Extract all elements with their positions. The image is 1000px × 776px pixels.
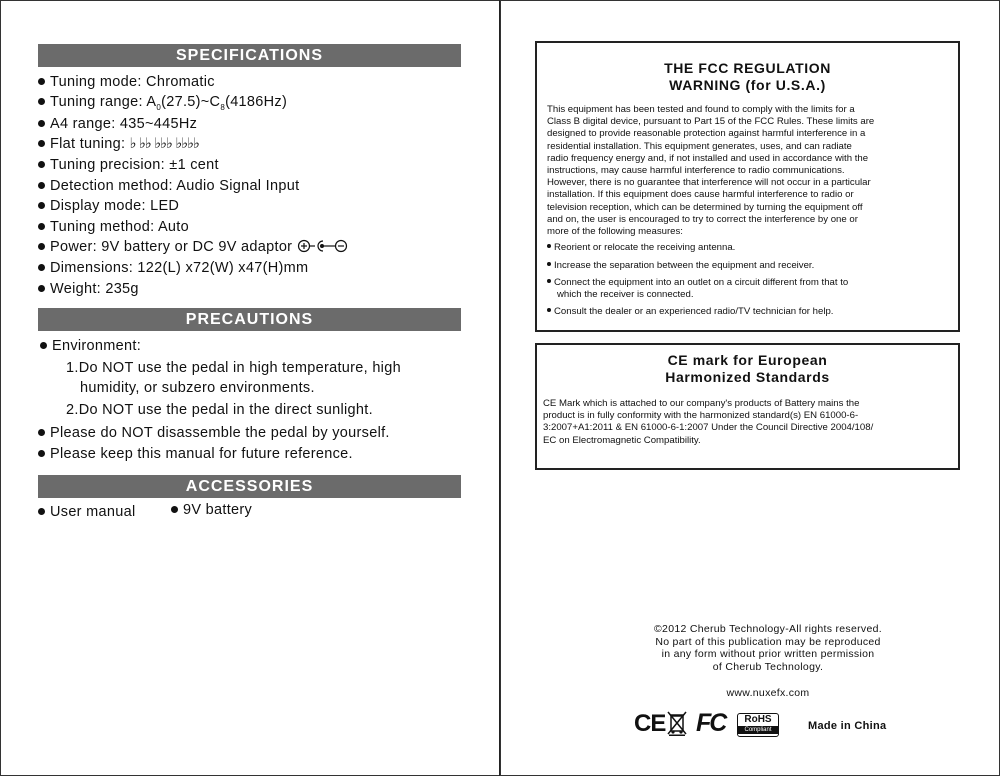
dc-polarity-icon xyxy=(297,239,351,253)
precaution-keep-manual: Please keep this manual for future reference. xyxy=(38,446,353,462)
spec-tuning-range: Tuning range: $A_0(27.5)\sim C_8(4186Hz)$ xyxy=(38,94,287,112)
fcc-box xyxy=(535,41,960,332)
fcc-measure-1: Reorient or relocate the receiving antenna. xyxy=(547,242,735,254)
precaution-env-1-line2: humidity, or subzero environments. xyxy=(80,380,315,396)
accessory-battery: 9V battery xyxy=(171,502,252,518)
ce-body: CE Mark which is attached to our company's products of Battery mains the product is in fully conformity with the harmonized standard(s) EN 61000-6- 3:2007+A1:2011 & EN 61000-6-1:2007 Under the Council Directive 2004/108/ EC on Electromagnetic Compatibility. xyxy=(543,398,874,446)
precautions-header: PRECAUTIONS xyxy=(38,308,461,331)
fcc-measure-4: Consult the dealer or an experienced radio/TV technician for help. xyxy=(547,306,833,318)
weee-bin-icon xyxy=(667,710,687,736)
flat-symbols: ♭ ♭♭ ♭♭♭ ♭♭♭♭ xyxy=(129,136,199,152)
precaution-env-2: 2.Do NOT use the pedal in the direct sunlight. xyxy=(66,402,373,418)
ce-box xyxy=(535,343,960,470)
spec-dimensions: Dimensions: 122(L) x72(W) x47(H)mm xyxy=(38,260,308,276)
copyright-block: ©2012 Cherub Technology-All rights reserved. No part of this publication may be reproduced in any form without prior written permission of Cherub Technology. xyxy=(654,623,882,673)
spec-tuning-method: Tuning method: Auto xyxy=(38,219,189,235)
fcc-title: THE FCC REGULATION WARNING (for U.S.A.) xyxy=(664,60,831,93)
precaution-env-1-line1: 1.Do NOT use the pedal in high temperature, high xyxy=(66,360,401,376)
page-divider xyxy=(499,0,500,776)
fcc-measure-3: Connect the equipment into an outlet on a circuit different from that to xyxy=(547,277,848,289)
spec-tuning-precision: Tuning precision: ±1 cent xyxy=(38,157,219,173)
website: www.nuxefx.com xyxy=(726,687,810,699)
fcc-body: This equipment has been tested and found to comply with the limits for a Class B digital device, pursuant to Part 15 of the FCC Rules. These limits are designed to provide reasonable protection against harmful interference in a residential installation. This equipment generates, uses, and can radiate radio frequency energy and, if not installed and used in accordance with the instructions, may cause harmful interference to radio communications. However, there is no guarantee that interference will not occur in a particular installation. If this equipment does cause harmful interference to radio or television reception, which can be determined by turning the equipment off and on, the user is encouraged to try to correct the interference by one or more of the following measures: xyxy=(547,104,875,238)
spec-display-mode: Display mode: LED xyxy=(38,198,179,214)
specifications-header: SPECIFICATIONS xyxy=(38,44,461,67)
spec-weight: Weight: 235g xyxy=(38,281,139,297)
fcc-measure-3-cont: which the receiver is connected. xyxy=(557,289,694,300)
spec-flat-tuning: Flat tuning: ♭ ♭♭ ♭♭♭ ♭♭♭♭ xyxy=(38,136,199,152)
fcc-measure-2: Increase the separation between the equipment and receiver. xyxy=(547,260,814,272)
precaution-disassemble: Please do NOT disassemble the pedal by yourself. xyxy=(38,425,390,441)
accessory-user-manual: User manual xyxy=(38,504,136,520)
rohs-label: RoHS xyxy=(744,714,772,725)
rohs-badge xyxy=(737,713,779,737)
spec-a4-range: A4 range: 435~445Hz xyxy=(38,116,197,132)
precaution-environment: Environment: xyxy=(40,338,141,354)
fcc-logo: FC xyxy=(696,709,726,737)
spec-detection-method: Detection method: Audio Signal Input xyxy=(38,178,299,194)
ce-title: CE mark for European Harmonized Standards xyxy=(665,352,830,385)
spec-power: Power: 9V battery or DC 9V adaptor xyxy=(38,239,351,255)
accessories-header: ACCESSORIES xyxy=(38,475,461,498)
made-in-china: Made in China xyxy=(808,720,887,732)
rohs-compliant: Compliant xyxy=(738,726,778,734)
spec-tuning-mode: Tuning mode: Chromatic xyxy=(38,74,215,90)
ce-logo: CE xyxy=(634,710,666,737)
